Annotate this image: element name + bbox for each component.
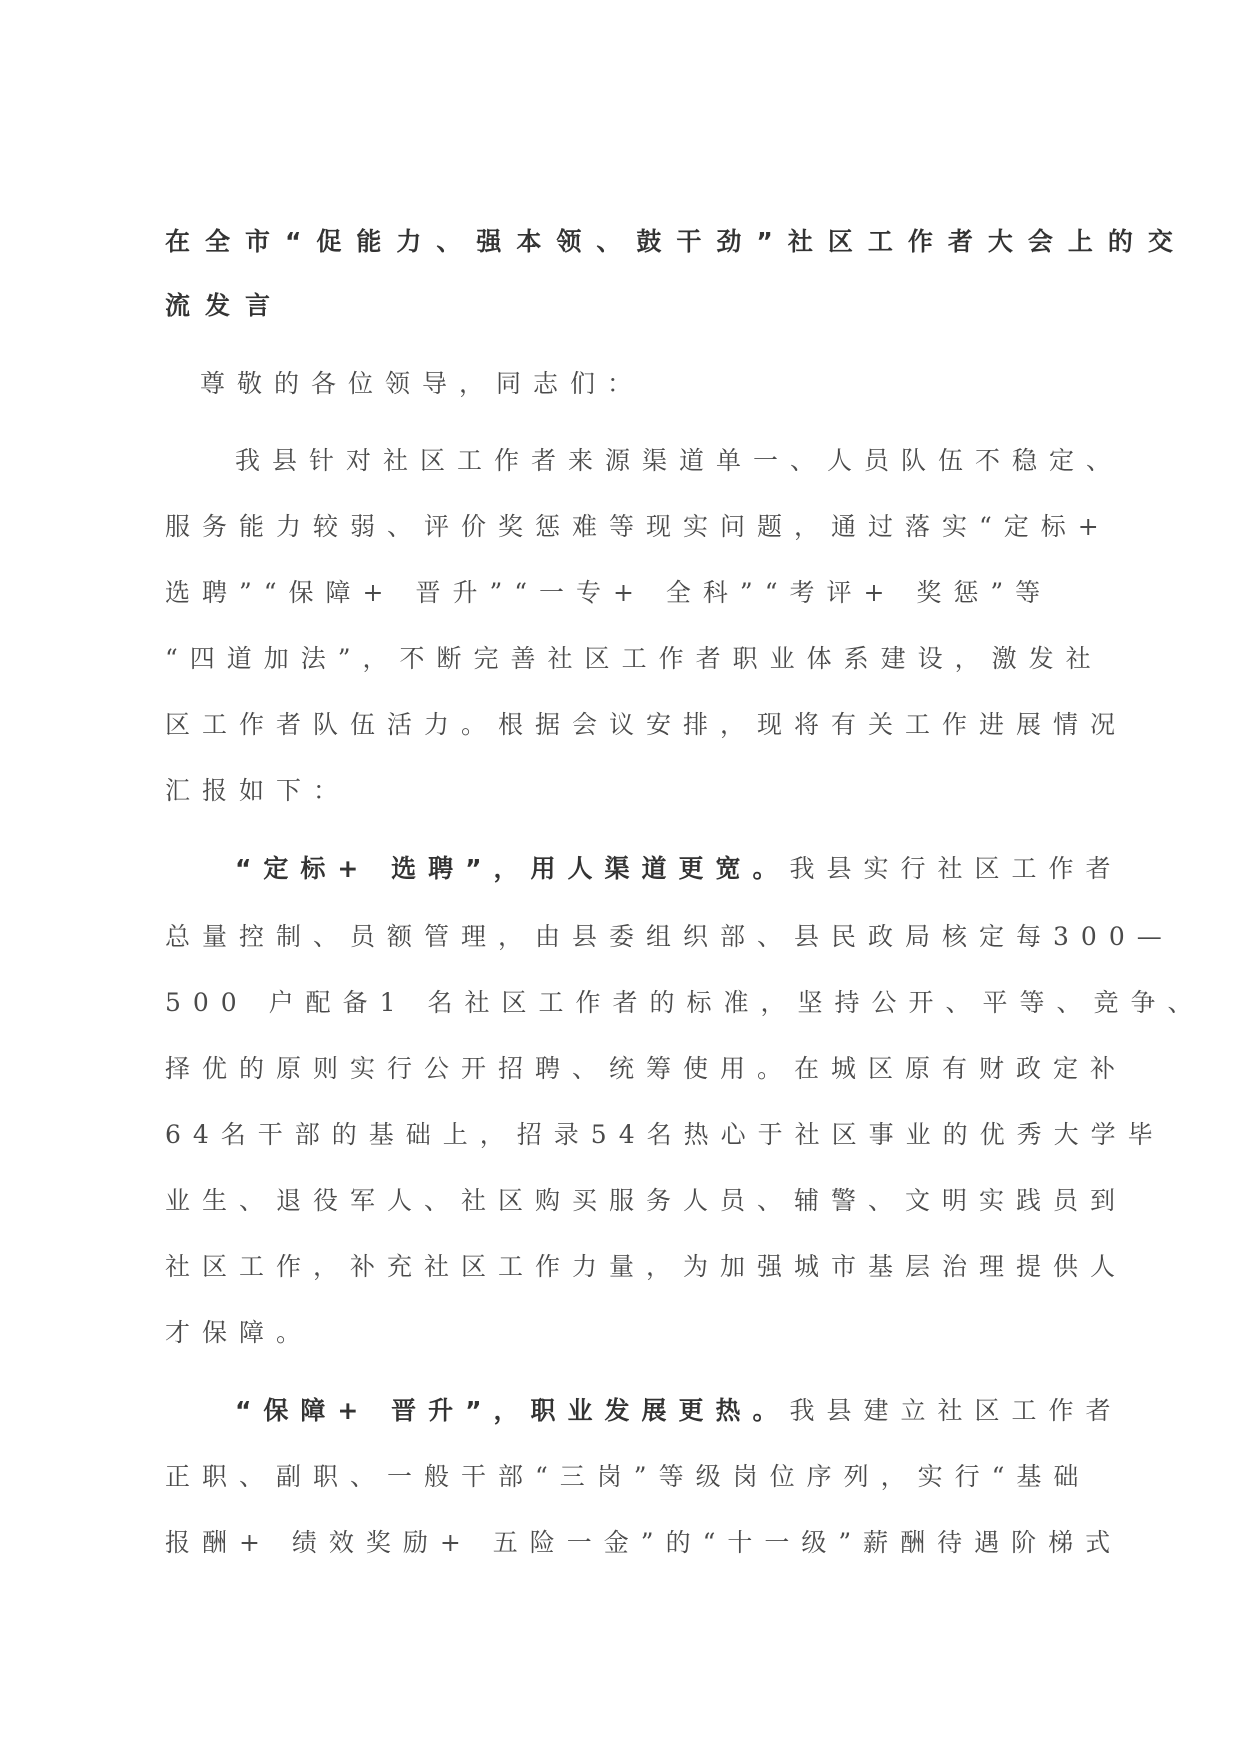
section1-first-line-text: 我县实行社区工作者 bbox=[789, 854, 1123, 883]
section1-line-2: 500 户配备1 名社区工作者的标准，坚持公开、平等、竞争、 bbox=[165, 988, 1205, 1017]
section2-line-1: 正职、副职、一般干部“三岗”等级岗位序列，实行“基础 bbox=[165, 1462, 1091, 1491]
intro-line-3: 选聘”“保障+ 晋升”“一专+ 全科”“考评+ 奖惩”等 bbox=[165, 578, 1053, 607]
intro-line-6: 汇报如下： bbox=[165, 776, 351, 805]
section1-line-3: 择优的原则实行公开招聘、统筹使用。在城区原有财政定补 bbox=[165, 1054, 1128, 1083]
section1-line-5: 业生、退役军人、社区购买服务人员、辅警、文明实践员到 bbox=[165, 1186, 1128, 1215]
document-title-line-2: 流发言 bbox=[165, 291, 286, 320]
intro-line-5: 区工作者队伍活力。根据会议安排，现将有关工作进展情况 bbox=[165, 710, 1128, 739]
intro-line-1: 我县针对社区工作者来源渠道单一、人员队伍不稳定、 bbox=[235, 446, 1124, 475]
document-title-line-1: 在全市“促能力、强本领、鼓干劲”社区工作者大会上的交 bbox=[165, 227, 1188, 256]
salutation: 尊敬的各位领导，同志们： bbox=[200, 369, 645, 398]
section1-line-6: 社区工作，补充社区工作力量，为加强城市基层治理提供人 bbox=[165, 1252, 1128, 1281]
section2-first-line bbox=[235, 1391, 1123, 1427]
intro-line-2: 服务能力较弱、评价奖惩难等现实问题，通过落实“定标+ bbox=[165, 512, 1111, 541]
section1-first-line bbox=[235, 849, 1123, 885]
section2-line-2: 报酬+ 绩效奖励+ 五险一金”的“十一级”薪酬待遇阶梯式 bbox=[165, 1528, 1123, 1557]
section1-line-1: 总量控制、员额管理，由县委组织部、县民政局核定每300— bbox=[165, 922, 1174, 951]
section1-line-4: 64名干部的基础上，招录54名热心于社区事业的优秀大学毕 bbox=[165, 1120, 1165, 1149]
section1-heading: “定标+ 选聘”，用人渠道更宽。 bbox=[235, 854, 790, 883]
section1-line-7: 才保障。 bbox=[165, 1318, 314, 1347]
intro-line-4: “四道加法”，不断完善社区工作者职业体系建设，激发社 bbox=[165, 644, 1103, 673]
section2-heading: “保障+ 晋升”，职业发展更热。 bbox=[235, 1396, 790, 1425]
section2-first-line-text: 我县建立社区工作者 bbox=[789, 1396, 1123, 1425]
